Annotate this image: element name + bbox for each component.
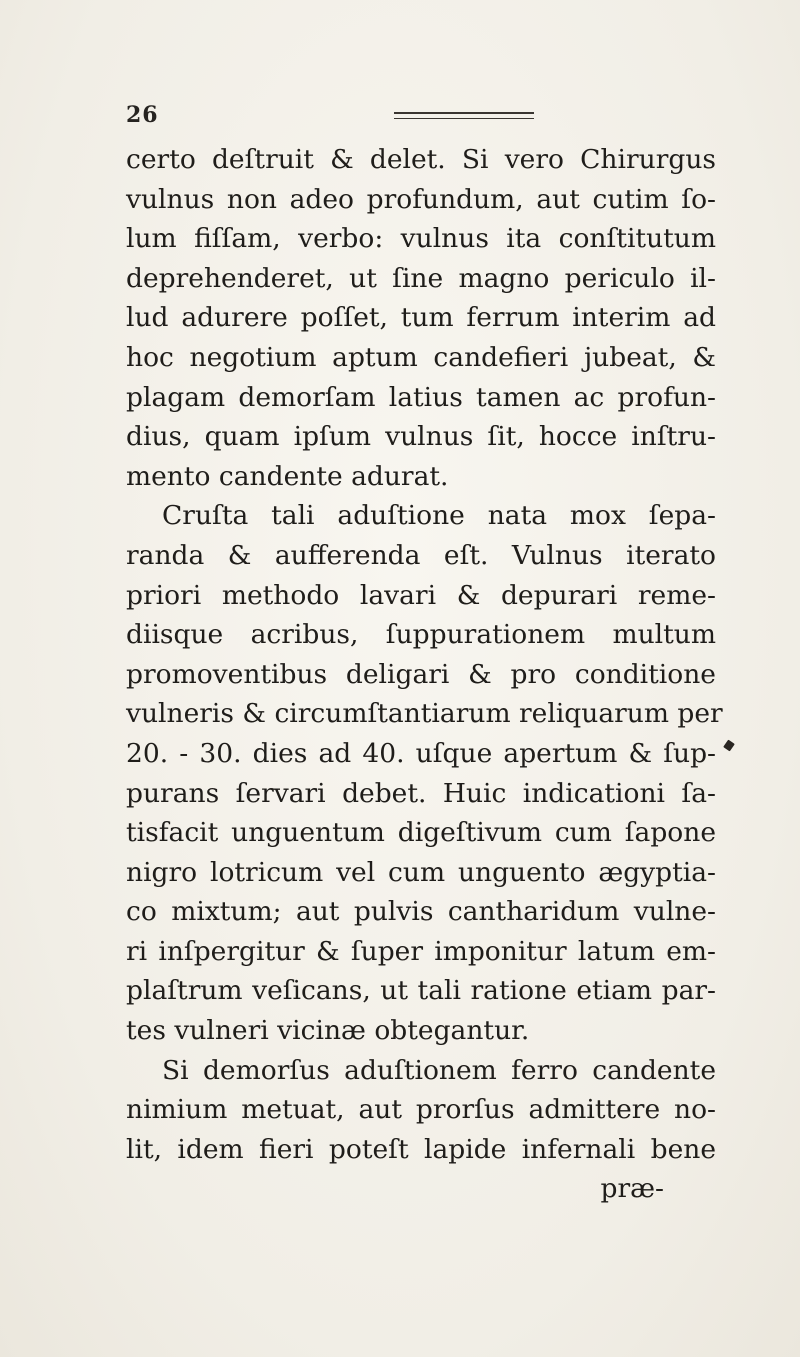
text-line-16: 20. - 30. dies ad 40. uſque apertum & ſup- [126, 737, 716, 769]
header-rule [394, 112, 534, 114]
text-line-23: tes vulneri vicinæ obtegantur. [126, 1015, 530, 1047]
text-line-8: dius, quam ipſum vulnus ſit, hocce inſtru- [126, 421, 716, 453]
text-line-19: nigro lotricum vel cum unguento ægyptia- [126, 856, 716, 888]
text-line-12: priori methodo lavari & depurari reme- [126, 579, 716, 611]
text-line-17: purans ſervari debet. Huic indicationi ſa- [126, 777, 716, 809]
body-text [126, 140, 723, 1209]
text-line-13: diisque acribus, ſuppurationem multum [126, 619, 716, 651]
ink-mark [723, 740, 735, 752]
catchword: præ- [600, 1173, 664, 1205]
text-line-15: vulneris & circumſtantiarum reliquarum per [126, 698, 723, 730]
text-line-4: deprehenderet, ut ſine magno periculo il- [126, 262, 716, 294]
text-line-26: lit, idem fieri poteſt lapide infernali bene [126, 1133, 716, 1165]
text-line-5: lud adurere poſſet, tum ferrum interim ad [126, 302, 716, 334]
text-line-1: certo deſtruit & delet. Si vero Chirurgus [126, 144, 716, 175]
text-line-7: plagam demorſam latius tamen ac profun- [126, 381, 716, 413]
header-rule-lower [394, 118, 534, 119]
text-line-9: mento candente adurat. [126, 460, 449, 492]
text-line-11: randa & aufferenda eſt. Vulnus iterato [126, 539, 716, 571]
text-line-24: Si demorſus aduſtionem ferro candente [162, 1054, 716, 1086]
text-line-14: promoventibus deligari & pro conditione [126, 658, 716, 690]
text-line-25: nimium metuat, aut prorſus admittere no- [126, 1094, 716, 1126]
page-number: 26 [126, 102, 159, 128]
text-line-20: co mixtum; aut pulvis cantharidum vulne- [126, 896, 716, 928]
text-line-22: plaſtrum veſicans, ut tali ratione etiam par- [126, 975, 716, 1007]
text-line-2: vulnus non adeo profundum, aut cutim ſo- [126, 183, 716, 215]
text-line-18: tisfacit unguentum digeſtivum cum ſapone [126, 817, 716, 849]
text-line-21: ri inſpergitur & ſuper imponitur latum em- [126, 935, 716, 967]
page-header [126, 102, 716, 132]
text-line-6: hoc negotium aptum candefieri jubeat, & [126, 341, 716, 373]
text-line-3: lum fiſſam, verbo: vulnus ita conſtitutum [126, 223, 716, 255]
text-line-10: Cruſta tali aduſtione nata mox ſepa- [162, 500, 716, 532]
